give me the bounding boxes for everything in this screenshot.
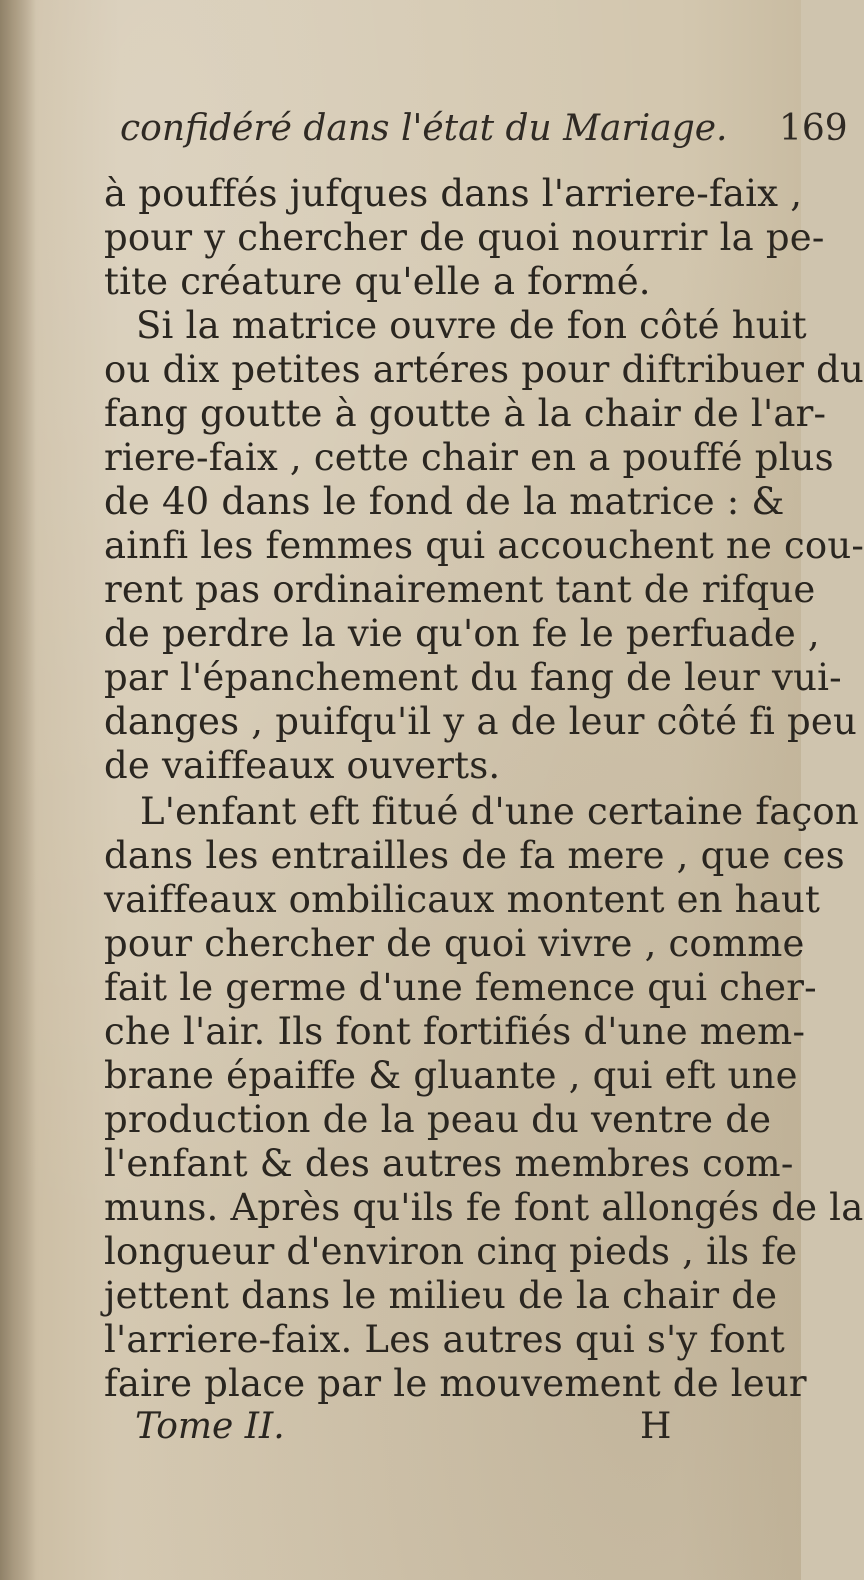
- page-number: 169: [778, 108, 848, 149]
- text-line: l'arriere-faix. Les autres qui s'y font: [104, 1318, 785, 1361]
- text-line: pour y chercher de quoi nourrir la pe-: [104, 216, 825, 259]
- text-line: L'enfant eft fitué d'une certaine façon: [140, 790, 859, 833]
- text-line: rent pas ordinairement tant de rifque: [104, 568, 816, 611]
- text-line: par l'épanchement du fang de leur vui-: [104, 656, 842, 699]
- text-line: ainfi les femmes qui accouchent ne cou-: [104, 524, 864, 567]
- text-line: ou dix petites artéres pour diftribuer du: [104, 348, 864, 391]
- text-line: danges , puifqu'il y a de leur côté fi peu: [104, 700, 858, 743]
- text-line: jettent dans le milieu de la chair de: [104, 1274, 778, 1317]
- text-line: fait le germe d'une femence qui cher-: [104, 966, 817, 1009]
- text-line: faire place par le mouvement de leur: [104, 1362, 807, 1405]
- page-gutter-shadow: [0, 0, 36, 1580]
- text-line: che l'air. Ils font fortifiés d'une mem-: [104, 1010, 806, 1053]
- text-line: de perdre la vie qu'on fe le perfuade ,: [104, 612, 820, 655]
- text-line: tite créature qu'elle a formé.: [104, 260, 651, 303]
- text-line: de 40 dans le fond de la matrice : &: [104, 480, 785, 523]
- text-line: production de la peau du ventre de: [104, 1098, 772, 1141]
- text-line: de vaiffeaux ouverts.: [104, 744, 501, 787]
- text-line: dans les entrailles de fa mere , que ces: [104, 834, 845, 877]
- running-header: [120, 108, 848, 149]
- text-line: riere-faix , cette chair en a pouffé plus: [104, 436, 834, 479]
- text-line: vaiffeaux ombilicaux montent en haut: [104, 878, 821, 921]
- text-line: brane épaiffe & gluante , qui eft une: [104, 1054, 798, 1097]
- text-line: Si la matrice ouvre de fon côté huit: [136, 304, 807, 347]
- text-line: pour chercher de quoi vivre , comme: [104, 922, 805, 965]
- volume-label: Tome II.: [135, 1406, 285, 1447]
- running-title: confidéré dans l'état du Mariage.: [120, 108, 728, 149]
- text-line: longueur d'environ cinq pieds , ils fe: [104, 1230, 798, 1273]
- text-line: muns. Après qu'ils fe font allongés de la: [104, 1186, 864, 1229]
- text-line: à pouffés jufques dans l'arriere-faix ,: [104, 172, 803, 215]
- signature-mark: H: [640, 1406, 672, 1447]
- text-line: fang goutte à goutte à la chair de l'ar-: [104, 392, 827, 435]
- text-line: l'enfant & des autres membres com-: [104, 1142, 794, 1185]
